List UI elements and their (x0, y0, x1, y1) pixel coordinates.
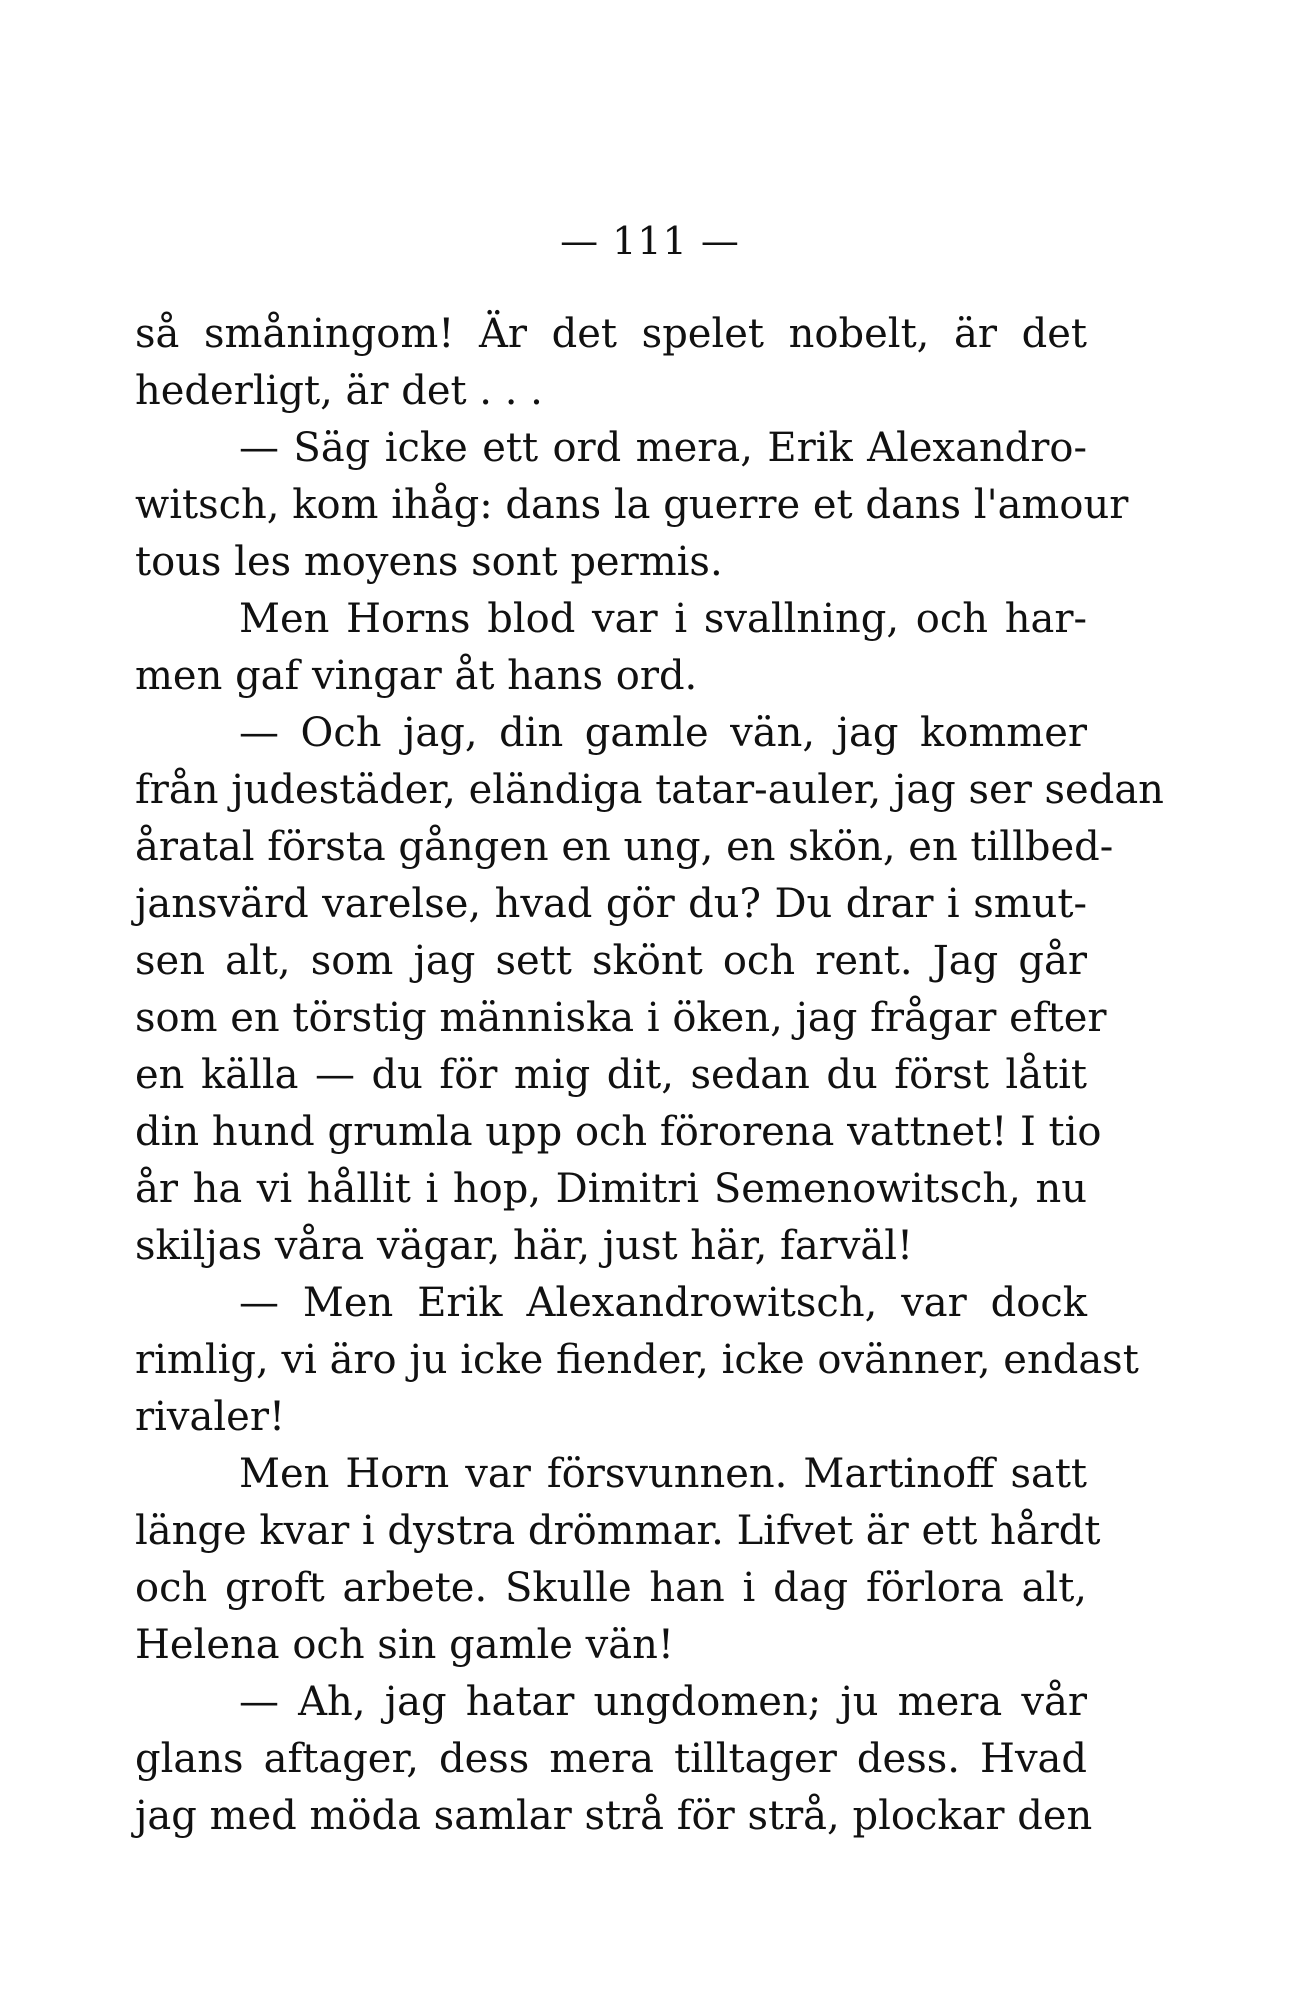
text-line: och groft arbete. Skulle han i dag förlora alt, (135, 1565, 1087, 1611)
text-line: åratal första gången en ung, en skön, en tillbed- (135, 824, 1114, 870)
text-line: länge kvar i dystra drömmar. Lifvet är ett hårdt (135, 1508, 1101, 1554)
text-line: — Men Erik Alexandrowitsch, var dock (239, 1280, 1087, 1326)
page-number: — 111 — (560, 219, 740, 263)
text-line: så småningom! Är det spelet nobelt, är det (135, 311, 1087, 357)
text-line: men gaf vingar åt hans ord. (135, 653, 698, 699)
text-line: jansvärd varelse, hvad gör du? Du drar i smut- (135, 881, 1087, 927)
text-line: skiljas våra vägar, här, just här, farväl! (135, 1223, 914, 1269)
text-line: från judestäder, eländiga tatar-auler, jag ser sedan (135, 767, 1164, 813)
text-line: sen alt, som jag sett skönt och rent. Jag går (135, 938, 1087, 984)
text-line: tous les moyens sont permis. (135, 539, 723, 585)
text-line: witsch, kom ihåg: dans la guerre et dans l'amour (135, 482, 1129, 528)
text-line: rimlig, vi äro ju icke fiender, icke ovänner, endast (135, 1337, 1139, 1383)
text-line: Men Horn var försvunnen. Martinoff satt (239, 1451, 1087, 1497)
text-line: din hund grumla upp och förorena vattnet! I tio (135, 1109, 1102, 1155)
text-line: — Ah, jag hatar ungdomen; ju mera vår (239, 1679, 1087, 1725)
text-line: Men Horns blod var i svallning, och har- (239, 596, 1087, 642)
text-line: jag med möda samlar strå för strå, plockar den (135, 1793, 1093, 1839)
text-line: Helena och sin gamle vän! (135, 1622, 674, 1668)
text-line: — Säg icke ett ord mera, Erik Alexandro- (239, 425, 1087, 471)
text-line: en källa — du för mig dit, sedan du först låtit (135, 1052, 1087, 1098)
text-line: år ha vi hållit i hop, Dimitri Semenowitsch, nu (135, 1166, 1087, 1212)
text-line: som en törstig människa i öken, jag frågar efter (135, 995, 1107, 1041)
text-line: glans aftager, dess mera tilltager dess. Hvad (135, 1736, 1087, 1782)
body-text (135, 306, 1164, 1845)
text-line: hederligt, är det . . . (135, 368, 543, 414)
text-line: rivaler! (135, 1394, 286, 1440)
text-line: — Och jag, din gamle vän, jag kommer (239, 710, 1087, 756)
